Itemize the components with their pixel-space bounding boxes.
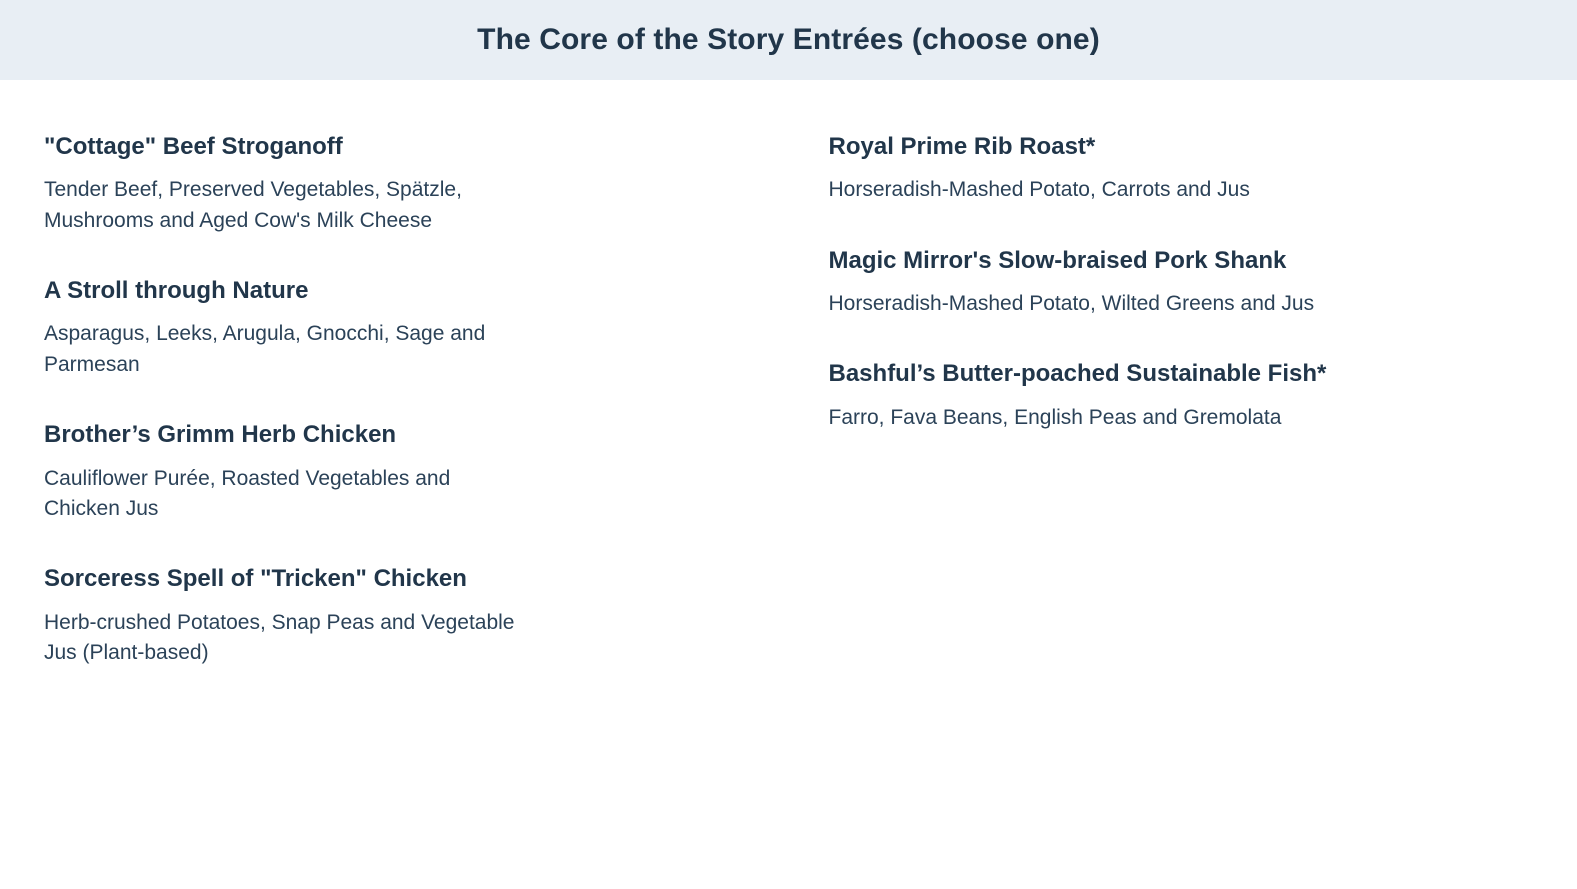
menu-item-description: Cauliflower Purée, Roasted Vegetables and Chicken Jus: [44, 466, 451, 520]
menu-column-right: [789, 132, 1534, 889]
menu-item: [44, 420, 529, 524]
menu-item-name: A Stroll through Nature: [44, 277, 309, 305]
section-header: [0, 0, 1577, 80]
menu-item-description: Asparagus, Leeks, Arugula, Gnocchi, Sage and Parmesan: [44, 322, 486, 376]
menu-item-description: Herb-crushed Potatoes, Snap Peas and Vegetable Jus (Plant-based): [44, 610, 515, 665]
menu-body: [0, 80, 1577, 889]
menu-item: [829, 246, 1484, 320]
menu-item-name: Sorceress Spell of "Tricken" Chicken: [44, 565, 467, 593]
menu-item: [829, 132, 1484, 206]
menu-item-description: Farro, Fava Beans, English Peas and Gremolata: [828, 405, 1282, 429]
menu-item-description: Horseradish-Mashed Potato, Wilted Greens and Jus: [828, 291, 1315, 315]
menu-item-name: "Cottage" Beef Stroganoff: [44, 133, 343, 160]
section-header-title: The Core of the Story Entrées (choose one): [477, 23, 1100, 56]
menu-item-name: Magic Mirror's Slow-braised Pork Shank: [828, 246, 1287, 274]
menu-item-name: Bashful’s Butter-poached Sustainable Fish*: [828, 360, 1327, 388]
menu-item: [829, 359, 1484, 433]
menu-item: [44, 564, 529, 668]
menu-item-description: Tender Beef, Preserved Vegetables, Spätzle, Mushrooms and Aged Cow's Milk Cheese: [44, 178, 462, 232]
menu-item-description: Horseradish-Mashed Potato, Carrots and Jus: [828, 178, 1250, 202]
menu-item: [44, 132, 529, 236]
menu-column-left: [44, 132, 789, 889]
menu-item: [44, 276, 529, 380]
menu-item-name: Royal Prime Rib Roast*: [828, 133, 1096, 160]
menu-item-name: Brother’s Grimm Herb Chicken: [44, 421, 397, 449]
